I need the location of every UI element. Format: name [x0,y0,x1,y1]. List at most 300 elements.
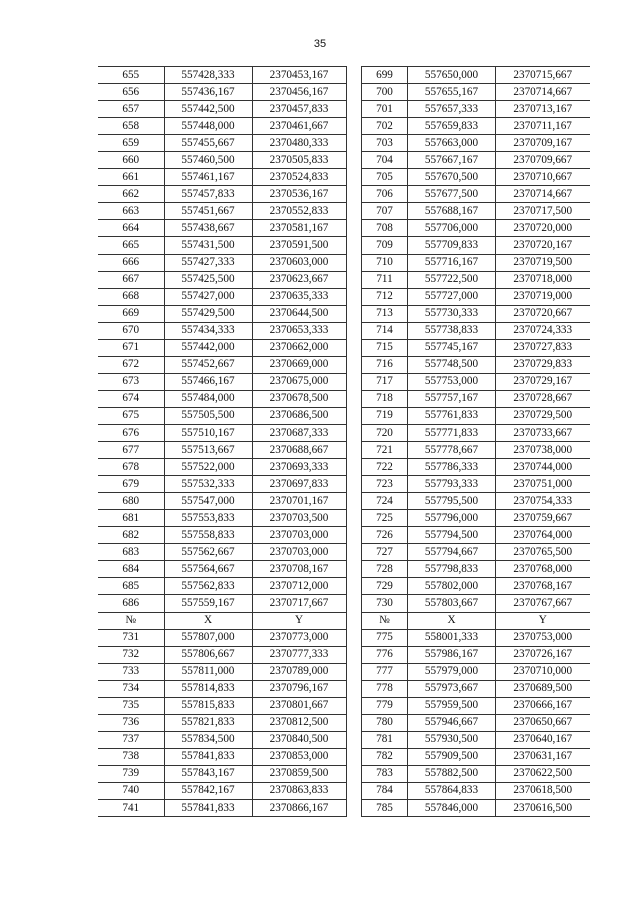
x-coordinate-cell: 557553,833 [164,510,252,527]
point-number-cell: 683 [98,544,164,561]
table-row [98,510,346,527]
point-number-cell: 684 [98,561,164,578]
x-coordinate-cell: 557738,833 [408,322,496,339]
x-coordinate-cell: 557786,333 [408,459,496,476]
table-row [98,135,346,152]
table-row [98,220,346,237]
point-number-cell: 660 [98,152,164,169]
point-number-cell: 726 [362,527,408,544]
y-coordinate-cell: 2370687,333 [252,424,346,441]
y-coordinate-cell: 2370754,333 [496,493,590,510]
y-coordinate-cell: 2370726,167 [496,646,590,663]
x-coordinate-cell: 557650,000 [408,67,496,84]
y-coordinate-cell: 2370863,833 [252,782,346,799]
y-coordinate-cell: 2370768,000 [496,561,590,578]
table-row [98,493,346,510]
point-number-cell: 677 [98,442,164,459]
table-row [98,101,346,118]
table-row [98,646,346,663]
x-coordinate-cell: 557431,500 [164,237,252,254]
point-number-cell: 682 [98,527,164,544]
y-coordinate-cell: 2370720,000 [496,220,590,237]
point-number-cell: 715 [362,339,408,356]
table-row [98,169,346,186]
point-number-cell: 665 [98,237,164,254]
x-coordinate-cell: 557558,833 [164,527,252,544]
table-row [362,101,590,118]
y-coordinate-cell: 2370812,500 [252,714,346,731]
point-number-cell: 721 [362,442,408,459]
x-coordinate-cell: 557442,000 [164,339,252,356]
x-coordinate-cell: 557434,333 [164,322,252,339]
x-coordinate-cell: 557730,333 [408,305,496,322]
point-number-cell: 730 [362,595,408,612]
table-row [98,237,346,254]
point-number-cell: 670 [98,322,164,339]
y-coordinate-cell: 2370480,333 [252,135,346,152]
x-coordinate-cell: 558001,333 [408,629,496,646]
x-coordinate-cell: 557802,000 [408,578,496,595]
y-coordinate-cell: 2370703,000 [252,544,346,561]
x-coordinate-cell: 557425,500 [164,271,252,288]
point-number-cell: 708 [362,220,408,237]
table-row [362,220,590,237]
table-row [362,67,590,84]
x-coordinate-cell: 557428,333 [164,67,252,84]
table-row [362,476,590,493]
table-row [362,203,590,220]
point-number-cell: 662 [98,186,164,203]
x-coordinate-cell: 557727,000 [408,288,496,305]
point-number-cell: 778 [362,680,408,697]
point-number-cell: 782 [362,748,408,765]
x-coordinate-cell: 557532,333 [164,476,252,493]
x-coordinate-cell: 557659,833 [408,118,496,135]
table-row [362,186,590,203]
point-number-cell: 717 [362,373,408,390]
point-number-cell: 735 [98,697,164,714]
coordinates-table-right [361,66,590,817]
table-row [98,118,346,135]
table-row [362,629,590,646]
y-coordinate-cell: 2370552,833 [252,203,346,220]
x-coordinate-cell: 557842,167 [164,782,252,799]
y-coordinate-cell: 2370591,500 [252,237,346,254]
table-row [98,527,346,544]
point-number-cell: 731 [98,629,164,646]
x-coordinate-cell: 557930,500 [408,731,496,748]
point-number-cell: 702 [362,118,408,135]
point-number-cell: 781 [362,731,408,748]
y-coordinate-cell: 2370759,667 [496,510,590,527]
table-row [98,271,346,288]
table-row [98,203,346,220]
point-number-cell: 686 [98,595,164,612]
x-coordinate-cell: 557821,833 [164,714,252,731]
point-number-cell: 667 [98,271,164,288]
x-coordinate-cell: 557448,000 [164,118,252,135]
x-coordinate-cell: 557722,500 [408,271,496,288]
x-coordinate-cell: 557814,833 [164,680,252,697]
point-number-cell: 725 [362,510,408,527]
table-row [362,748,590,765]
point-number-cell: 714 [362,322,408,339]
point-number-cell: 655 [98,67,164,84]
point-number-cell: 739 [98,765,164,782]
table-row [98,748,346,765]
x-coordinate-cell: 557461,167 [164,169,252,186]
point-number-cell: 679 [98,476,164,493]
y-coordinate-cell: 2370688,667 [252,442,346,459]
x-coordinate-cell: 557771,833 [408,424,496,441]
point-number-cell: 784 [362,782,408,799]
x-coordinate-cell: 557798,833 [408,561,496,578]
table-row [362,390,590,407]
x-coordinate-cell: 557795,500 [408,493,496,510]
x-coordinate-cell: 557745,167 [408,339,496,356]
x-coordinate-cell: 557655,167 [408,84,496,101]
x-coordinate-cell: 557547,000 [164,493,252,510]
point-number-cell: 776 [362,646,408,663]
x-coordinate-cell: 557522,000 [164,459,252,476]
y-coordinate-cell: 2370693,333 [252,459,346,476]
x-coordinate-cell: 557794,500 [408,527,496,544]
x-coordinate-cell: 557452,667 [164,356,252,373]
y-coordinate-cell: 2370453,167 [252,67,346,84]
table-row [362,322,590,339]
x-coordinate-cell: 557667,167 [408,152,496,169]
x-coordinate-cell: 557973,667 [408,680,496,697]
table-row [98,322,346,339]
x-coordinate-cell: 557466,167 [164,373,252,390]
table-row [362,697,590,714]
point-number-cell: 777 [362,663,408,680]
table-row [98,731,346,748]
y-coordinate-cell: 2370675,000 [252,373,346,390]
table-row [98,697,346,714]
table-row [98,390,346,407]
table-row [362,169,590,186]
table-row [362,680,590,697]
y-coordinate-cell: 2370703,500 [252,510,346,527]
x-coordinate-cell: 557794,667 [408,544,496,561]
point-number-cell: 720 [362,424,408,441]
y-coordinate-cell: 2370753,000 [496,629,590,646]
x-coordinate-cell: 557564,667 [164,561,252,578]
y-coordinate-cell: 2370720,167 [496,237,590,254]
y-coordinate-cell: 2370701,167 [252,493,346,510]
y-coordinate-cell: 2370744,000 [496,459,590,476]
point-number-cell: 783 [362,765,408,782]
y-coordinate-cell: 2370733,667 [496,424,590,441]
x-coordinate-cell: 557757,167 [408,390,496,407]
point-number-cell: 723 [362,476,408,493]
point-number-cell: 728 [362,561,408,578]
x-coordinate-cell: 557505,500 [164,407,252,424]
y-coordinate-cell: 2370713,167 [496,101,590,118]
x-coordinate-cell: 557688,167 [408,203,496,220]
y-coordinate-cell: 2370729,167 [496,373,590,390]
table-row [362,442,590,459]
y-coordinate-cell: 2370866,167 [252,800,346,817]
table-row [362,510,590,527]
y-coordinate-cell: 2370710,000 [496,663,590,680]
x-coordinate-cell: 557559,167 [164,595,252,612]
x-coordinate-cell: 557510,167 [164,424,252,441]
table-row [362,714,590,731]
x-coordinate-cell: 557815,833 [164,697,252,714]
point-number-cell: 675 [98,407,164,424]
y-coordinate-cell: 2370631,167 [496,748,590,765]
point-number-cell: 659 [98,135,164,152]
y-coordinate-cell: 2370777,333 [252,646,346,663]
y-coordinate-cell: 2370669,000 [252,356,346,373]
point-number-cell: 666 [98,254,164,271]
x-coordinate-cell: 557460,500 [164,152,252,169]
y-coordinate-cell: 2370715,667 [496,67,590,84]
x-coordinate-cell: 557427,000 [164,288,252,305]
y-coordinate-cell: 2370796,167 [252,680,346,697]
table-row [98,84,346,101]
table-row [98,459,346,476]
x-coordinate-cell: 557803,667 [408,595,496,612]
x-coordinate-cell: 557986,167 [408,646,496,663]
table-row [362,424,590,441]
y-coordinate-cell: 2370859,500 [252,765,346,782]
x-coordinate-cell: 557562,667 [164,544,252,561]
table-row [362,782,590,799]
y-coordinate-cell: 2370718,000 [496,271,590,288]
y-coordinate-cell: 2370728,667 [496,390,590,407]
table-row [362,288,590,305]
y-coordinate-cell: 2370456,167 [252,84,346,101]
x-coordinate-cell: 557807,000 [164,629,252,646]
table-row [98,152,346,169]
x-coordinate-cell: 557979,000 [408,663,496,680]
table-row [98,442,346,459]
table-row [362,646,590,663]
point-number-cell: 703 [362,135,408,152]
point-number-cell: 719 [362,407,408,424]
x-coordinate-cell: 557796,000 [408,510,496,527]
y-coordinate-cell: 2370686,500 [252,407,346,424]
table-row [362,527,590,544]
y-coordinate-cell: 2370717,500 [496,203,590,220]
table-row [362,135,590,152]
table-row [362,407,590,424]
x-coordinate-cell: 557882,500 [408,765,496,782]
point-number-cell: 736 [98,714,164,731]
y-coordinate-cell: 2370765,500 [496,544,590,561]
table-row [98,561,346,578]
table-row [98,186,346,203]
point-number-cell: 701 [362,101,408,118]
x-coordinate-cell: 557670,500 [408,169,496,186]
y-coordinate-cell: 2370710,667 [496,169,590,186]
point-number-cell: 779 [362,697,408,714]
table-row [98,373,346,390]
x-coordinate-cell: 557706,000 [408,220,496,237]
point-number-cell: 657 [98,101,164,118]
point-number-cell: 718 [362,390,408,407]
x-header: X [164,612,252,629]
point-number-cell: 722 [362,459,408,476]
x-coordinate-cell: 557778,667 [408,442,496,459]
y-coordinate-cell: 2370581,167 [252,220,346,237]
y-coordinate-cell: 2370653,333 [252,322,346,339]
x-coordinate-cell: 557864,833 [408,782,496,799]
table-row [362,493,590,510]
table-row [98,424,346,441]
x-coordinate-cell: 557427,333 [164,254,252,271]
point-number-cell: 676 [98,424,164,441]
y-coordinate-cell: 2370711,167 [496,118,590,135]
y-coordinate-cell: 2370719,000 [496,288,590,305]
x-coordinate-cell: 557753,000 [408,373,496,390]
point-number-cell: 681 [98,510,164,527]
point-number-cell: 680 [98,493,164,510]
point-number-cell: 732 [98,646,164,663]
point-number-cell: 669 [98,305,164,322]
number-header: № [362,612,408,629]
table-row [362,84,590,101]
x-coordinate-cell: 557663,000 [408,135,496,152]
table-row [362,118,590,135]
x-coordinate-cell: 557846,000 [408,800,496,817]
point-number-cell: 780 [362,714,408,731]
y-coordinate-cell: 2370703,000 [252,527,346,544]
table-header-row [362,612,590,629]
table-row [362,356,590,373]
y-coordinate-cell: 2370644,500 [252,305,346,322]
y-coordinate-cell: 2370729,833 [496,356,590,373]
x-coordinate-cell: 557959,500 [408,697,496,714]
point-number-cell: 775 [362,629,408,646]
table-row [98,254,346,271]
table-row [362,305,590,322]
y-coordinate-cell: 2370727,833 [496,339,590,356]
point-number-cell: 673 [98,373,164,390]
y-coordinate-cell: 2370662,000 [252,339,346,356]
table-row [362,237,590,254]
y-coordinate-cell: 2370764,000 [496,527,590,544]
point-number-cell: 671 [98,339,164,356]
table-row [98,67,346,84]
table-row [98,680,346,697]
x-coordinate-cell: 557442,500 [164,101,252,118]
table-row [362,254,590,271]
table-row [362,271,590,288]
x-coordinate-cell: 557841,833 [164,800,252,817]
point-number-cell: 741 [98,800,164,817]
table-row [98,339,346,356]
point-number-cell: 700 [362,84,408,101]
y-coordinate-cell: 2370738,000 [496,442,590,459]
y-coordinate-cell: 2370536,167 [252,186,346,203]
page-number: 35 [313,38,327,50]
table-row [98,782,346,799]
point-number-cell: 664 [98,220,164,237]
point-number-cell: 734 [98,680,164,697]
y-coordinate-cell: 2370603,000 [252,254,346,271]
x-coordinate-cell: 557709,833 [408,237,496,254]
y-coordinate-cell: 2370768,167 [496,578,590,595]
number-header: № [98,612,164,629]
point-number-cell: 658 [98,118,164,135]
x-coordinate-cell: 557451,667 [164,203,252,220]
coordinates-table-left [98,66,347,817]
table-row [362,663,590,680]
x-coordinate-cell: 557806,667 [164,646,252,663]
y-coordinate-cell: 2370678,500 [252,390,346,407]
y-coordinate-cell: 2370689,500 [496,680,590,697]
point-number-cell: 674 [98,390,164,407]
x-coordinate-cell: 557429,500 [164,305,252,322]
y-coordinate-cell: 2370650,667 [496,714,590,731]
y-coordinate-cell: 2370720,667 [496,305,590,322]
point-number-cell: 656 [98,84,164,101]
x-coordinate-cell: 557748,500 [408,356,496,373]
table-row [98,765,346,782]
y-coordinate-cell: 2370789,000 [252,663,346,680]
point-number-cell: 706 [362,186,408,203]
x-coordinate-cell: 557761,833 [408,407,496,424]
x-coordinate-cell: 557811,000 [164,663,252,680]
table-row [98,629,346,646]
table-row [98,800,346,817]
point-number-cell: 678 [98,459,164,476]
table-row [98,578,346,595]
y-coordinate-cell: 2370697,833 [252,476,346,493]
point-number-cell: 711 [362,271,408,288]
table-row [362,373,590,390]
y-coordinate-cell: 2370709,167 [496,135,590,152]
table-row [98,305,346,322]
point-number-cell: 737 [98,731,164,748]
x-coordinate-cell: 557513,667 [164,442,252,459]
point-number-cell: 709 [362,237,408,254]
y-coordinate-cell: 2370751,000 [496,476,590,493]
y-coordinate-cell: 2370505,833 [252,152,346,169]
table-row [98,356,346,373]
y-coordinate-cell: 2370724,333 [496,322,590,339]
table-row [362,578,590,595]
y-coordinate-cell: 2370524,833 [252,169,346,186]
point-number-cell: 710 [362,254,408,271]
y-coordinate-cell: 2370714,667 [496,84,590,101]
x-coordinate-cell: 557457,833 [164,186,252,203]
point-number-cell: 738 [98,748,164,765]
x-coordinate-cell: 557793,333 [408,476,496,493]
point-number-cell: 661 [98,169,164,186]
y-coordinate-cell: 2370457,833 [252,101,346,118]
y-header: Y [496,612,590,629]
table-row [98,407,346,424]
y-coordinate-cell: 2370801,667 [252,697,346,714]
y-coordinate-cell: 2370709,667 [496,152,590,169]
x-coordinate-cell: 557841,833 [164,748,252,765]
x-header: X [408,612,496,629]
point-number-cell: 685 [98,578,164,595]
x-coordinate-cell: 557657,333 [408,101,496,118]
y-coordinate-cell: 2370717,667 [252,595,346,612]
table-row [98,714,346,731]
x-coordinate-cell: 557562,833 [164,578,252,595]
y-coordinate-cell: 2370773,000 [252,629,346,646]
y-coordinate-cell: 2370708,167 [252,561,346,578]
y-coordinate-cell: 2370666,167 [496,697,590,714]
y-coordinate-cell: 2370719,500 [496,254,590,271]
